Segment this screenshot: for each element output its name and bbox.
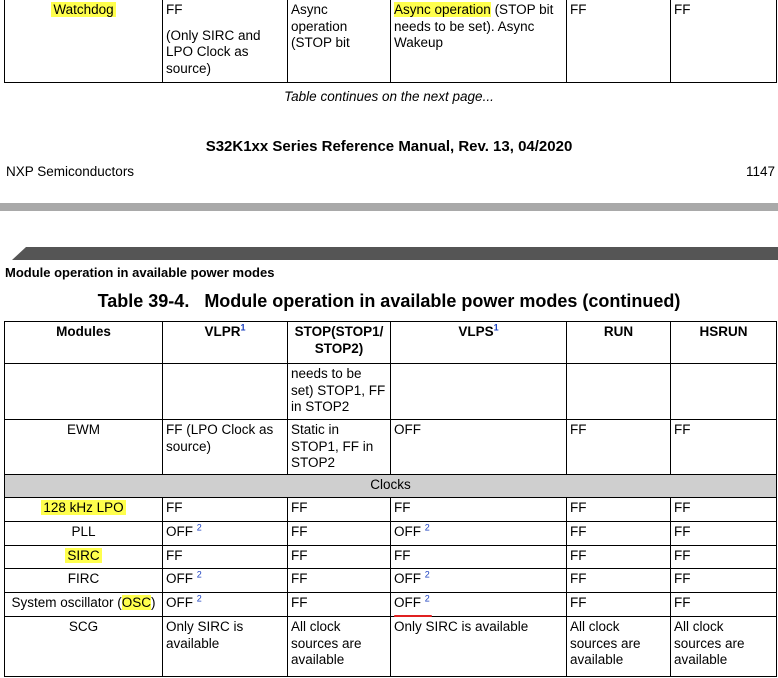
table-row-ewm bbox=[5, 420, 777, 475]
cell-hsrun: FF bbox=[671, 0, 777, 82]
vlps-rest: (STOP bit needs to be set). Async Wakeup bbox=[394, 2, 554, 50]
cell-stop: FF bbox=[288, 522, 391, 546]
company-name: NXP Semiconductors bbox=[6, 164, 135, 179]
cell-stop: All clock sources are available bbox=[288, 617, 391, 677]
cell-stop: FF bbox=[288, 546, 391, 569]
cell-stop: FF bbox=[288, 498, 391, 522]
vlpr-header: VLPR bbox=[204, 324, 241, 339]
cell-vlpr bbox=[163, 364, 288, 420]
osc-label-post: ) bbox=[151, 595, 156, 610]
footnote-1[interactable]: 1 bbox=[240, 322, 246, 333]
footnote-1[interactable]: 1 bbox=[493, 322, 499, 333]
previous-page-table bbox=[4, 0, 777, 83]
col-stop: STOP(STOP1/ STOP2) bbox=[288, 322, 391, 364]
cell-vlpr: FF bbox=[163, 546, 288, 569]
cell-vlps bbox=[391, 593, 567, 617]
cell-vlpr: FF (LPO Clock as source) bbox=[163, 420, 288, 475]
table-row-osc bbox=[5, 593, 777, 617]
cell-module: PLL bbox=[5, 522, 163, 546]
cell-module bbox=[5, 546, 163, 569]
cell-hsrun: FF bbox=[671, 498, 777, 522]
table-title: Table 39-4. Module operation in available power modes (continued) bbox=[97, 291, 681, 311]
cell-vlpr bbox=[163, 522, 288, 546]
cell-module: SCG bbox=[5, 617, 163, 677]
osc-label-pre: System oscillator ( bbox=[11, 595, 122, 610]
clocks-label: Clocks bbox=[5, 475, 777, 498]
osc-highlight: OSC bbox=[121, 595, 152, 610]
lpo-label: 128 kHz LPO bbox=[43, 500, 124, 515]
cell-module bbox=[5, 0, 163, 82]
cell-run: FF bbox=[567, 522, 671, 546]
cell-stop: Static in STOP1, FF in STOP2 bbox=[288, 420, 391, 475]
clocks-section-row bbox=[5, 475, 777, 498]
async-operation-highlight: Async operation bbox=[394, 2, 491, 17]
table-row-sirc bbox=[5, 546, 777, 569]
cell-stop: FF bbox=[288, 593, 391, 617]
cell-hsrun: FF bbox=[671, 420, 777, 475]
cell-module: EWM bbox=[5, 420, 163, 475]
cell-run: FF bbox=[567, 593, 671, 617]
footnote-2[interactable]: 2 bbox=[424, 593, 430, 604]
vlps-value: OFF bbox=[394, 595, 421, 610]
footnote-2[interactable]: 2 bbox=[196, 522, 202, 533]
vlpr-value: OFF bbox=[166, 571, 193, 586]
vlpr-note: (Only SIRC and LPO Clock as source) bbox=[166, 27, 261, 76]
cell-run: FF bbox=[567, 0, 671, 82]
vlpr-value: OFF bbox=[166, 595, 193, 610]
cell-hsrun: FF bbox=[671, 546, 777, 569]
header-row bbox=[5, 322, 777, 364]
table-row-firc bbox=[5, 569, 777, 593]
cell-vlpr: Only SIRC is available bbox=[163, 617, 288, 677]
table-row bbox=[5, 0, 777, 82]
cell-hsrun: FF bbox=[671, 569, 777, 593]
cell-vlps: OFF bbox=[391, 420, 567, 475]
cell-run: FF bbox=[567, 569, 671, 593]
cell-hsrun: All clock sources are available bbox=[671, 617, 777, 677]
vlpr-value: OFF bbox=[166, 524, 193, 539]
col-run: RUN bbox=[567, 322, 671, 364]
col-vlps bbox=[391, 322, 567, 364]
cell-module: FIRC bbox=[5, 569, 163, 593]
section-header: Module operation in available power modes bbox=[5, 265, 275, 280]
col-vlpr bbox=[163, 322, 288, 364]
page-number: 1147 bbox=[745, 164, 775, 179]
cell-run: All clock sources are available bbox=[567, 617, 671, 677]
cell-vlpr: FF bbox=[163, 498, 288, 522]
table-row-scg bbox=[5, 617, 777, 677]
cell-run: FF bbox=[567, 498, 671, 522]
cell-run: FF bbox=[567, 546, 671, 569]
cell-stop: FF bbox=[288, 569, 391, 593]
cell-module bbox=[5, 364, 163, 420]
footnote-2[interactable]: 2 bbox=[424, 569, 430, 580]
cell-vlps bbox=[391, 522, 567, 546]
cell-stop: Async operation (STOP bit bbox=[288, 0, 391, 82]
table-row-lpo bbox=[5, 498, 777, 522]
vlps-value: OFF bbox=[394, 571, 421, 586]
footnote-2[interactable]: 2 bbox=[424, 522, 430, 533]
cell-vlpr bbox=[163, 0, 288, 82]
cell-vlps bbox=[391, 364, 567, 420]
cell-hsrun: FF bbox=[671, 522, 777, 546]
header-band bbox=[0, 247, 778, 261]
cell-module bbox=[5, 498, 163, 522]
red-underline-annotation bbox=[394, 615, 432, 617]
page-divider bbox=[0, 203, 778, 211]
cell-stop: needs to be set) STOP1, FF in STOP2 bbox=[288, 364, 391, 420]
cell-vlps: FF bbox=[391, 498, 567, 522]
power-modes-table bbox=[4, 321, 777, 677]
table-row-pll bbox=[5, 522, 777, 546]
col-hsrun: HSRUN bbox=[671, 322, 777, 364]
cell-hsrun: FF bbox=[671, 593, 777, 617]
footnote-2[interactable]: 2 bbox=[196, 593, 202, 604]
watchdog-label: Watchdog bbox=[53, 2, 114, 17]
col-modules: Modules bbox=[5, 322, 163, 364]
cell-hsrun bbox=[671, 364, 777, 420]
cell-run bbox=[567, 364, 671, 420]
table-row bbox=[5, 364, 777, 420]
cell-module bbox=[5, 593, 163, 617]
cell-run: FF bbox=[567, 420, 671, 475]
cell-vlps: FF bbox=[391, 546, 567, 569]
sirc-label: SIRC bbox=[67, 548, 100, 563]
vlpr-value: FF bbox=[166, 2, 183, 17]
footnote-2[interactable]: 2 bbox=[196, 569, 202, 580]
vlps-header: VLPS bbox=[458, 324, 494, 339]
cell-vlpr bbox=[163, 569, 288, 593]
manual-title-footer: S32K1xx Series Reference Manual, Rev. 13, 04/2020 bbox=[205, 138, 573, 155]
vlps-value: OFF bbox=[394, 524, 421, 539]
cell-vlps bbox=[391, 569, 567, 593]
cell-vlps: Only SIRC is available bbox=[391, 617, 567, 677]
cell-vlpr bbox=[163, 593, 288, 617]
table-continues-note: Table continues on the next page... bbox=[284, 89, 494, 104]
cell-vlps bbox=[391, 0, 567, 82]
